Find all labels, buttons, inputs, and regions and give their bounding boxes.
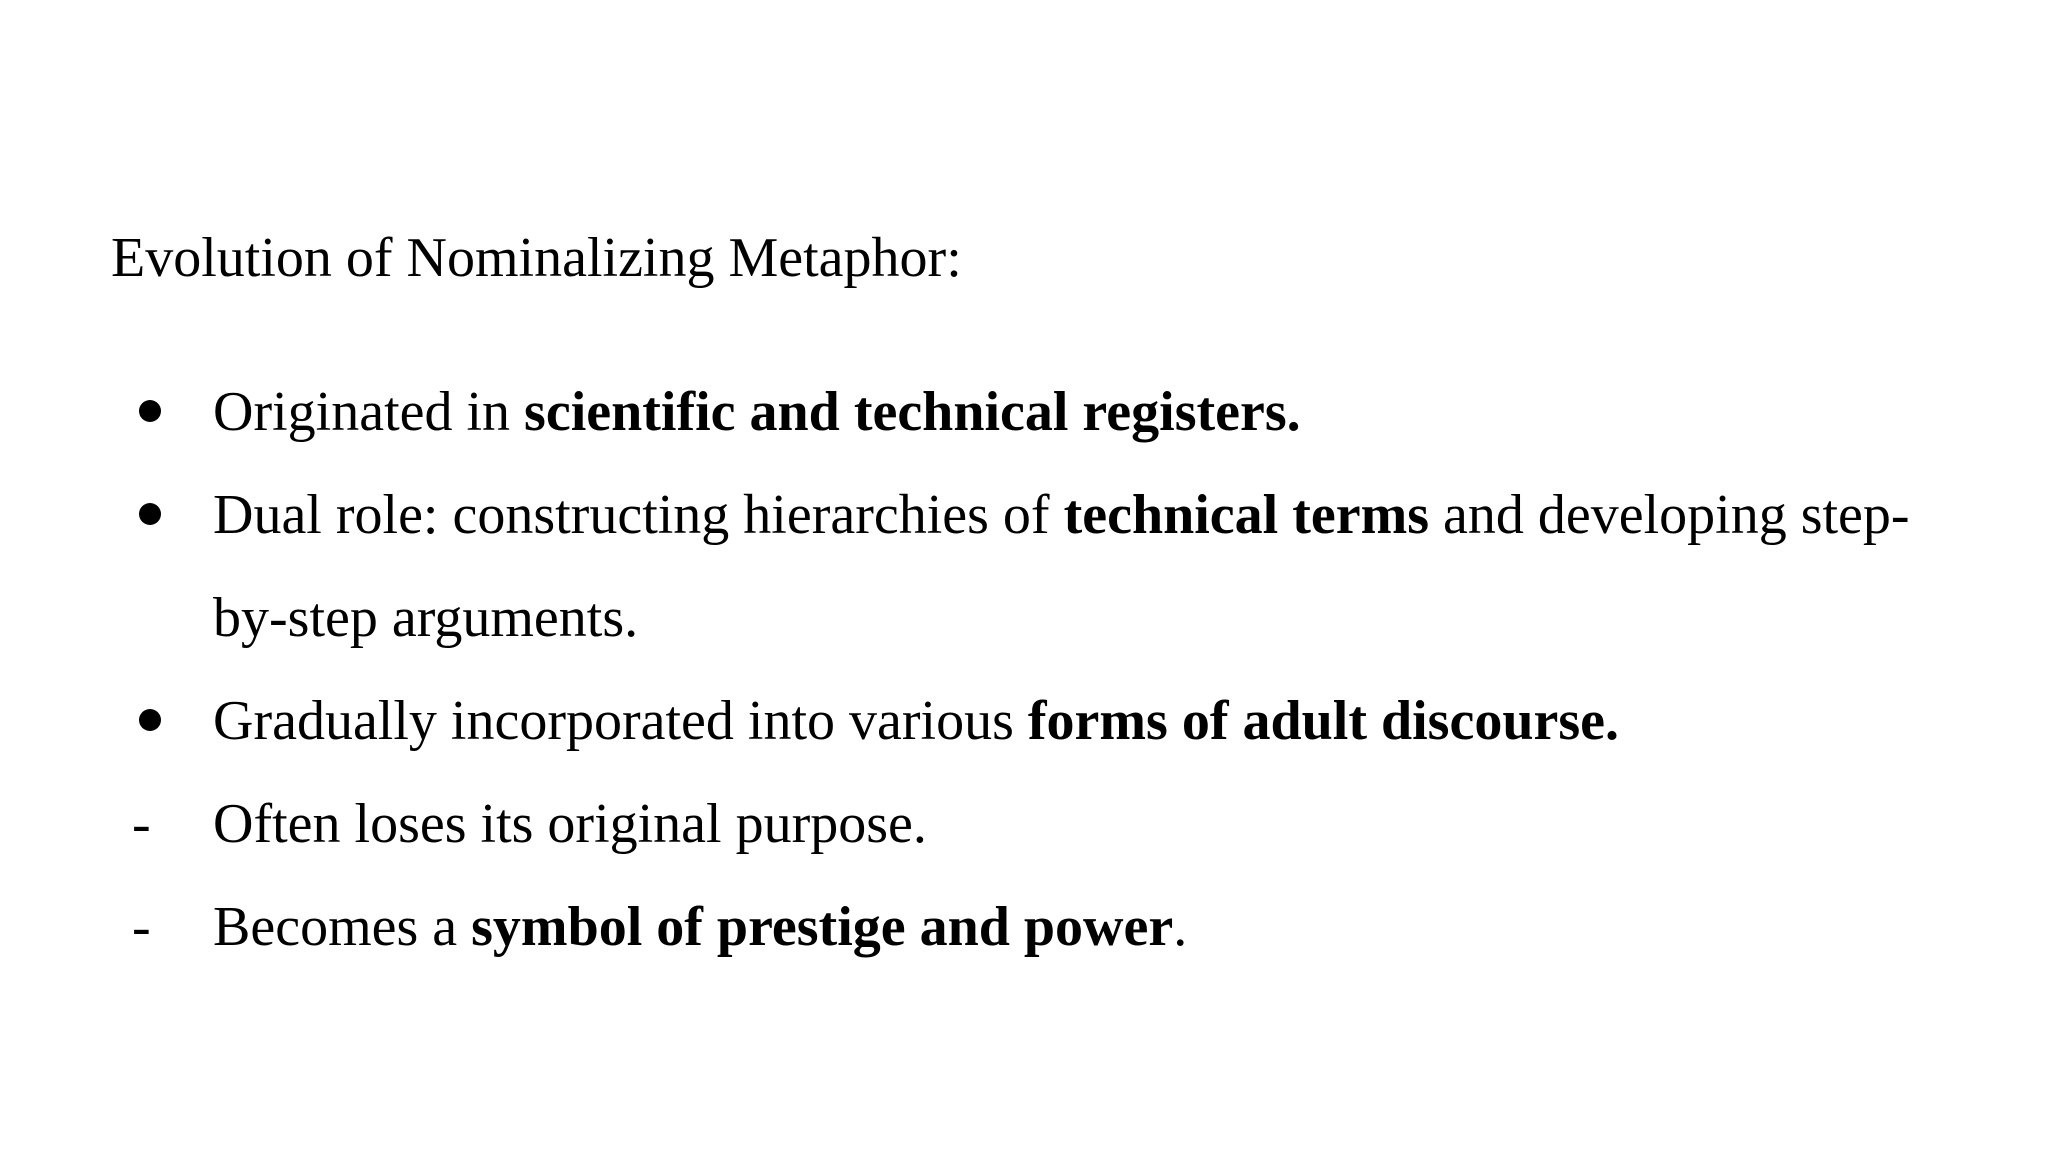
slide-title: Evolution of Nominalizing Metaphor:	[111, 227, 962, 289]
item-text: Becomes a	[213, 896, 472, 958]
bullet-list	[111, 361, 1971, 979]
list-item	[111, 361, 1971, 464]
bullet-icon	[111, 361, 213, 464]
bullet-icon	[111, 670, 213, 773]
dash-icon	[111, 876, 213, 979]
item-bold-text: symbol of prestige and power	[471, 896, 1174, 958]
item-bold-text: scientific and technical registers.	[524, 381, 1301, 443]
item-bold-text: forms of adult discourse.	[1027, 690, 1619, 752]
dash-icon	[111, 773, 213, 876]
item-text-after: and developing step-by-step arguments.	[213, 484, 1910, 649]
item-text-after: .	[1173, 896, 1188, 958]
item-text: Originated in	[213, 381, 525, 443]
item-text: Gradually incorporated into various	[213, 690, 1028, 752]
item-text: Often loses its original purpose.	[213, 793, 927, 855]
bullet-icon	[111, 464, 213, 567]
item-text: Dual role: constructing hierarchies of	[213, 484, 1064, 546]
list-item	[111, 773, 1971, 876]
list-item	[111, 464, 1971, 670]
list-item	[111, 670, 1971, 773]
item-bold-text: technical terms	[1063, 484, 1430, 546]
list-item	[111, 876, 1971, 979]
